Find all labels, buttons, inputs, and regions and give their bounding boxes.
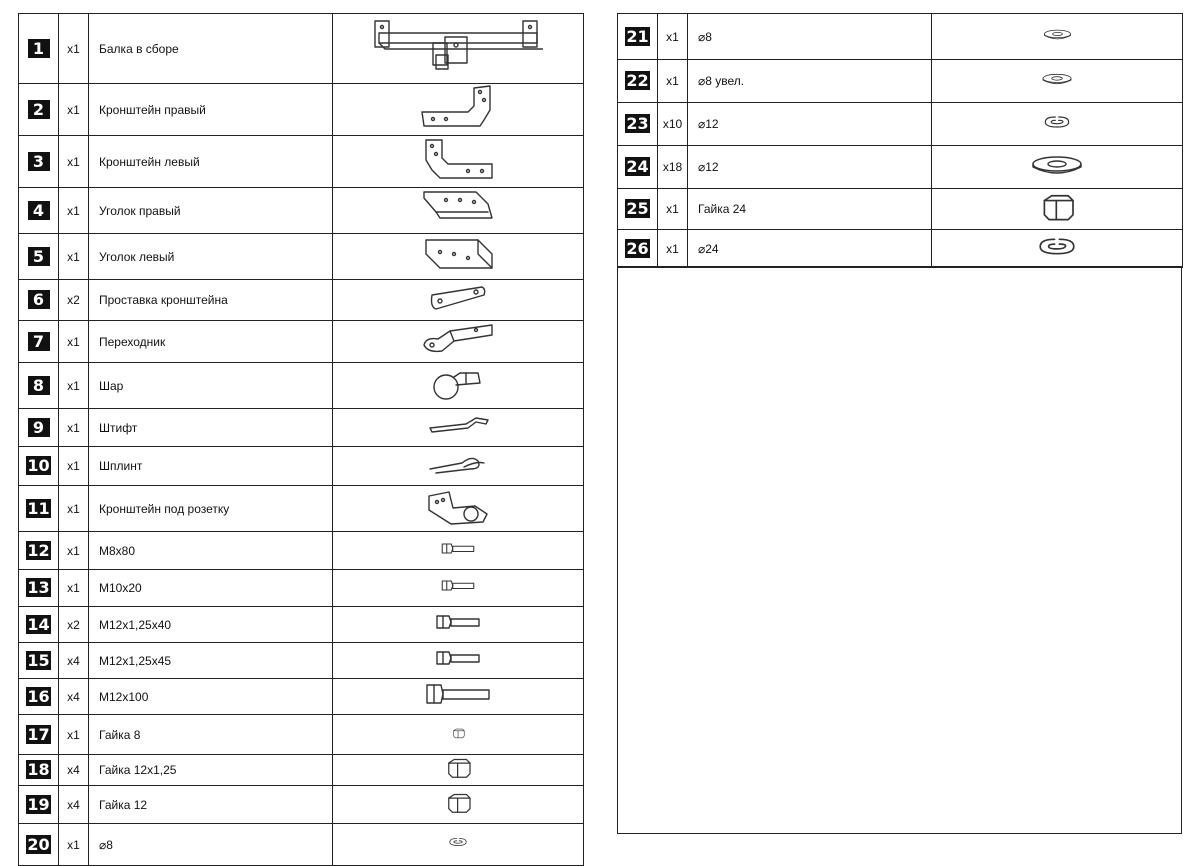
part-number-badge: 10	[27, 456, 50, 475]
part-number-cell	[19, 715, 59, 755]
part-number-badge: 19	[27, 794, 50, 814]
part-image-cell	[333, 570, 584, 607]
table-row	[618, 230, 1183, 268]
part-name: Кронштейн правый	[89, 84, 333, 136]
part-image-cell	[333, 532, 584, 570]
part-image-cell	[932, 189, 1183, 230]
part-number-badge: 11	[27, 498, 50, 518]
part-quantity: x1	[59, 363, 89, 409]
spring-washer-icon	[446, 835, 470, 849]
part-quantity: x1	[59, 188, 89, 234]
part-image-cell	[932, 230, 1183, 268]
part-image-cell	[333, 715, 584, 755]
part-number-badge: 4	[28, 201, 50, 220]
part-name: Балка в сборе	[89, 14, 333, 84]
part-image-cell	[333, 136, 584, 188]
part-image-cell	[932, 60, 1183, 103]
part-image-cell	[333, 486, 584, 532]
table-row	[19, 234, 584, 280]
part-number-badge: 22	[626, 71, 649, 90]
part-number-cell	[19, 136, 59, 188]
part-number-badge: 5	[28, 247, 50, 266]
bracket-left-icon	[418, 136, 498, 182]
part-number-badge: 3	[28, 152, 50, 171]
part-number-badge: 21	[626, 26, 649, 46]
part-name: Кронштейн левый	[89, 136, 333, 188]
part-quantity: x18	[658, 146, 688, 189]
part-image-cell	[333, 14, 584, 84]
part-quantity: x4	[59, 755, 89, 786]
part-number-cell	[19, 486, 59, 532]
part-number-cell	[19, 755, 59, 786]
part-number-badge: 2	[28, 100, 50, 119]
part-number-badge: 20	[27, 834, 50, 854]
part-name: Переходник	[89, 321, 333, 363]
flat-washer-icon	[1027, 153, 1087, 177]
table-row	[19, 532, 584, 570]
part-number-cell	[19, 786, 59, 824]
table-row	[19, 824, 584, 866]
part-number-cell	[19, 321, 59, 363]
part-name: ⌀24	[688, 230, 932, 268]
part-number-badge: 24	[626, 157, 649, 176]
part-name: Уголок правый	[89, 188, 333, 234]
part-quantity: x1	[59, 14, 89, 84]
empty-area	[617, 266, 1182, 834]
part-number-cell	[19, 532, 59, 570]
part-number-badge: 15	[27, 650, 50, 670]
flat-washer-icon	[1041, 28, 1074, 41]
part-number-badge: 8	[28, 376, 50, 395]
table-row	[19, 607, 584, 643]
part-name: М10х20	[89, 570, 333, 607]
nut-icon	[443, 791, 474, 814]
table-row	[19, 363, 584, 409]
table-row	[19, 570, 584, 607]
table-row	[19, 643, 584, 679]
part-quantity: x1	[59, 409, 89, 447]
part-number-badge: 1	[28, 39, 50, 58]
spring-washer-icon	[1033, 232, 1081, 261]
part-image-cell	[333, 755, 584, 786]
part-number-cell	[19, 570, 59, 607]
tow-ball-icon	[430, 363, 486, 403]
part-number-badge: 14	[27, 614, 50, 634]
table-row	[618, 14, 1183, 60]
part-image-cell	[333, 607, 584, 643]
part-name: Кронштейн под розетку	[89, 486, 333, 532]
part-quantity: x1	[59, 570, 89, 607]
part-number-cell	[19, 679, 59, 715]
table-row	[19, 84, 584, 136]
part-name: М12х1,25х45	[89, 643, 333, 679]
parts-table-left	[18, 13, 584, 866]
part-image-cell	[333, 280, 584, 321]
part-number-cell	[19, 234, 59, 280]
part-quantity: x1	[658, 230, 688, 268]
part-number-cell	[19, 280, 59, 321]
part-number-cell	[618, 103, 658, 146]
adapter-icon	[420, 321, 496, 357]
part-image-cell	[333, 234, 584, 280]
part-image-cell	[932, 103, 1183, 146]
angle-left-icon	[418, 234, 498, 274]
part-number-badge: 25	[626, 199, 649, 218]
part-number-badge: 6	[28, 290, 50, 309]
part-name: Гайка 8	[89, 715, 333, 755]
angle-right-icon	[418, 188, 498, 228]
socket-bracket-icon	[425, 486, 491, 526]
table-row	[19, 188, 584, 234]
bolt-icon	[433, 648, 483, 668]
part-quantity: x4	[59, 786, 89, 824]
part-number-cell	[19, 188, 59, 234]
flat-washer-icon	[1039, 72, 1075, 86]
table-row	[618, 103, 1183, 146]
pin-icon	[426, 414, 490, 436]
part-quantity: x4	[59, 643, 89, 679]
spring-washer-icon	[1040, 112, 1074, 132]
table-row	[618, 189, 1183, 230]
part-name: Гайка 12	[89, 786, 333, 824]
table-row	[19, 715, 584, 755]
part-name: М12х1,25х40	[89, 607, 333, 643]
part-quantity: x2	[59, 607, 89, 643]
part-image-cell	[333, 363, 584, 409]
part-number-badge: 16	[27, 686, 50, 706]
part-number-cell	[19, 447, 59, 486]
table-row	[19, 486, 584, 532]
part-number-badge: 9	[28, 418, 50, 437]
part-number-cell	[19, 84, 59, 136]
table-row	[19, 447, 584, 486]
part-image-cell	[333, 321, 584, 363]
part-quantity: x1	[658, 189, 688, 230]
nut-icon	[451, 727, 466, 739]
part-number-badge: 18	[27, 760, 50, 779]
part-number-cell	[19, 643, 59, 679]
part-name: Шар	[89, 363, 333, 409]
part-quantity: x4	[59, 679, 89, 715]
table-row	[618, 146, 1183, 189]
part-image-cell	[333, 84, 584, 136]
part-number-cell	[19, 409, 59, 447]
part-image-cell	[333, 409, 584, 447]
table-row	[618, 60, 1183, 103]
part-image-cell	[333, 824, 584, 866]
part-quantity: x1	[59, 715, 89, 755]
part-number-badge: 12	[27, 540, 50, 560]
part-number-cell	[618, 146, 658, 189]
part-number-badge: 7	[28, 332, 50, 351]
part-number-cell	[618, 60, 658, 103]
table-row	[19, 321, 584, 363]
part-image-cell	[932, 14, 1183, 60]
long-bolt-icon	[423, 682, 493, 706]
part-name: Гайка 12х1,25	[89, 755, 333, 786]
part-quantity: x10	[658, 103, 688, 146]
part-number-badge: 23	[626, 114, 649, 133]
part-name: ⌀8 увел.	[688, 60, 932, 103]
bracket-right-icon	[418, 84, 498, 130]
part-quantity: x1	[59, 447, 89, 486]
spacer-plate-icon	[426, 283, 490, 313]
bolt-icon	[439, 578, 477, 593]
part-name: М8х80	[89, 532, 333, 570]
part-number-cell	[618, 230, 658, 268]
part-name: ⌀8	[89, 824, 333, 866]
nut-icon	[1037, 191, 1078, 222]
part-quantity: x1	[59, 234, 89, 280]
part-quantity: x2	[59, 280, 89, 321]
table-row	[19, 786, 584, 824]
table-row	[19, 409, 584, 447]
part-number-cell	[19, 14, 59, 84]
part-number-badge: 26	[626, 238, 649, 258]
part-image-cell	[932, 146, 1183, 189]
nut-icon	[443, 756, 474, 779]
part-name: Проставка кронштейна	[89, 280, 333, 321]
part-quantity: x1	[658, 14, 688, 60]
towbar-beam-icon	[373, 15, 543, 77]
parts-table-right	[617, 13, 1183, 268]
part-name: ⌀8	[688, 14, 932, 60]
part-image-cell	[333, 643, 584, 679]
part-quantity: x1	[59, 486, 89, 532]
part-number-cell	[19, 363, 59, 409]
part-number-cell	[19, 824, 59, 866]
part-quantity: x1	[59, 824, 89, 866]
part-quantity: x1	[59, 321, 89, 363]
table-row	[19, 755, 584, 786]
part-name: Уголок левый	[89, 234, 333, 280]
part-image-cell	[333, 679, 584, 715]
table-row	[19, 280, 584, 321]
part-number-cell	[618, 189, 658, 230]
table-row	[19, 14, 584, 84]
part-image-cell	[333, 786, 584, 824]
part-name: Штифт	[89, 409, 333, 447]
part-number-badge: 17	[27, 724, 50, 744]
bolt-icon	[433, 612, 483, 632]
part-quantity: x1	[59, 136, 89, 188]
cotter-pin-icon	[426, 451, 490, 477]
part-quantity: x1	[658, 60, 688, 103]
part-name: Гайка 24	[688, 189, 932, 230]
part-quantity: x1	[59, 84, 89, 136]
part-image-cell	[333, 447, 584, 486]
table-row	[19, 136, 584, 188]
part-number-badge: 13	[27, 578, 50, 597]
part-name: Шплинт	[89, 447, 333, 486]
bolt-icon	[439, 541, 477, 556]
part-name: ⌀12	[688, 103, 932, 146]
part-number-cell	[618, 14, 658, 60]
part-quantity: x1	[59, 532, 89, 570]
part-image-cell	[333, 188, 584, 234]
part-number-cell	[19, 607, 59, 643]
part-name: М12х100	[89, 679, 333, 715]
table-row	[19, 679, 584, 715]
part-name: ⌀12	[688, 146, 932, 189]
